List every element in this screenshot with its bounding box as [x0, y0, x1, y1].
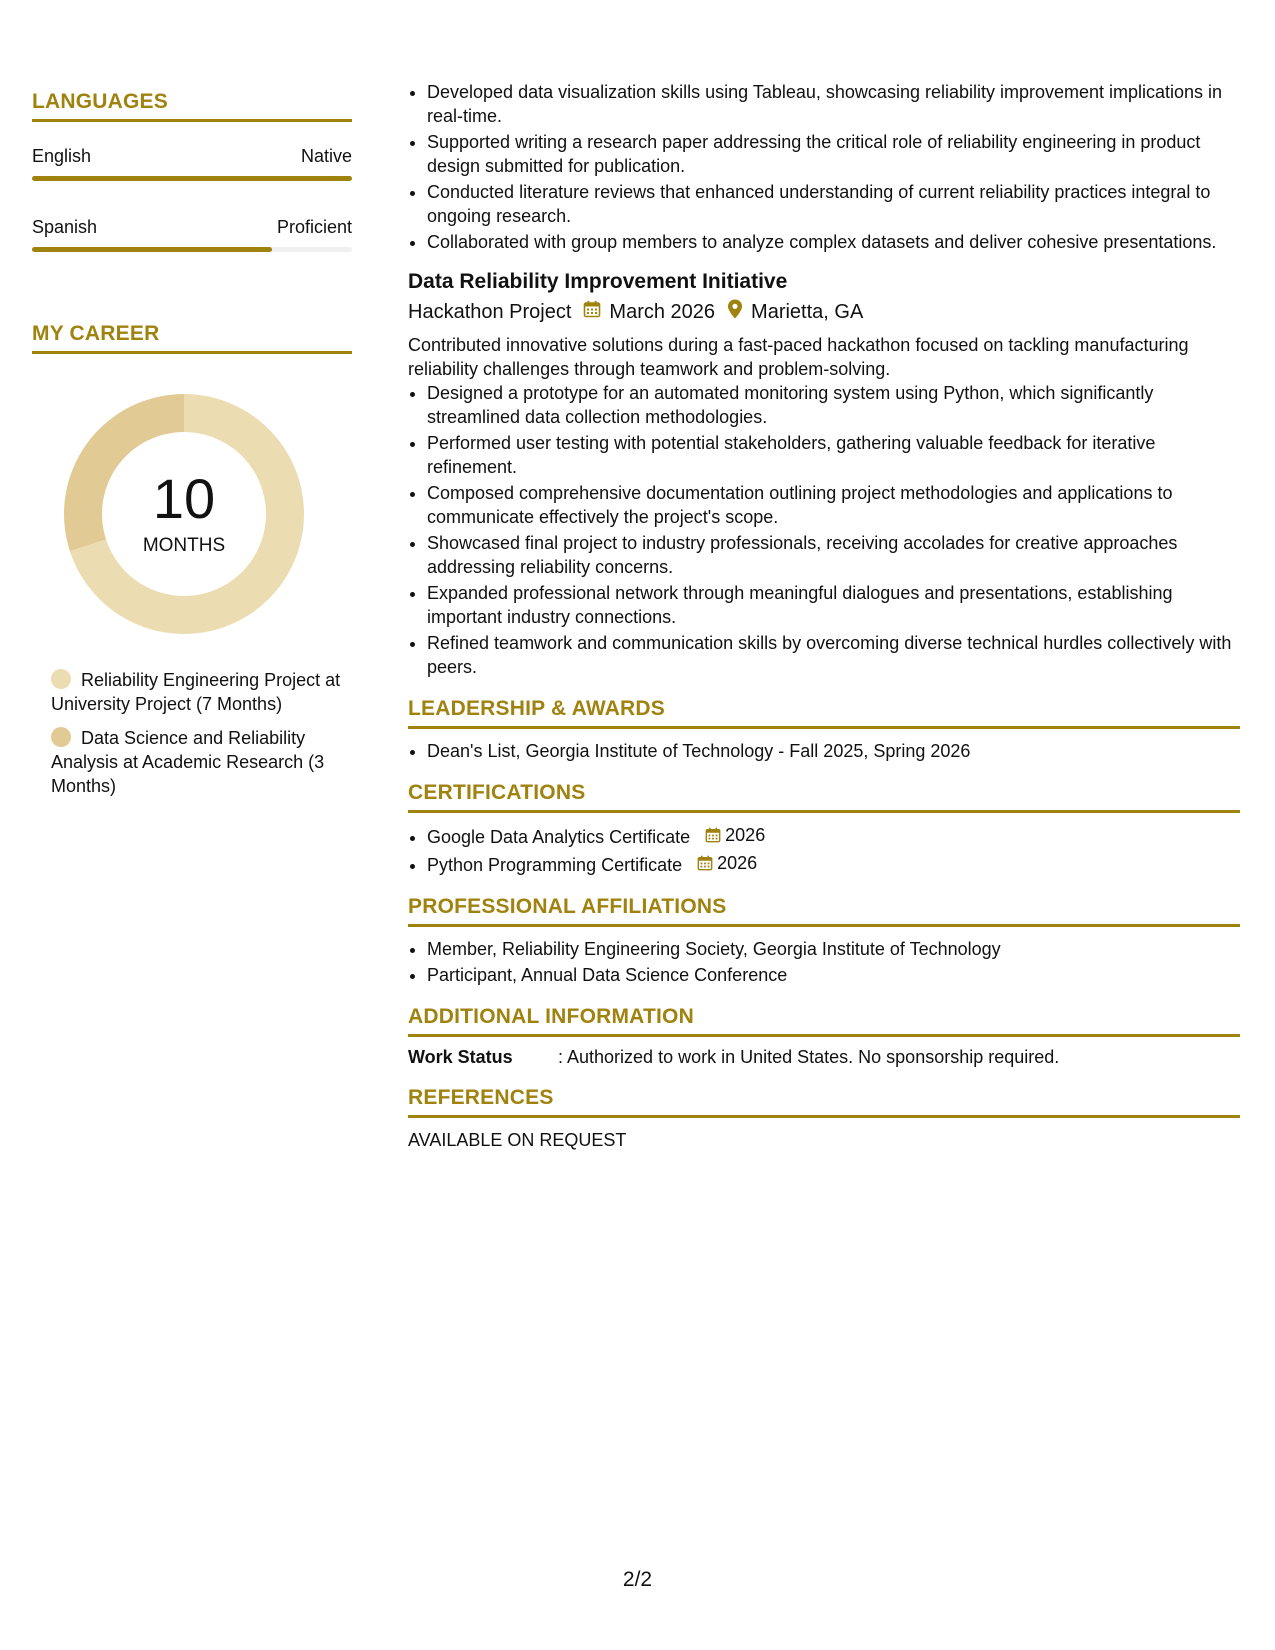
language-bar-fill — [32, 176, 352, 181]
left-column — [32, 90, 352, 808]
project-bullets — [408, 381, 1240, 679]
list-item: • Dean's List, Georgia Institute of Technology - Fall 2025, Spring 2026 — [427, 739, 1240, 763]
legend-label: Data Science and Reliability Analysis at Academic Research (3 Months) — [51, 728, 325, 796]
certifications-section — [408, 781, 1240, 877]
certificate-year: 2026 — [725, 825, 766, 845]
references-section — [408, 1086, 1240, 1151]
location-pin-icon — [727, 299, 743, 325]
list-item: • Designed a prototype for an automated monitoring system using Python, which significantly streamlined data collection methodologies. — [427, 381, 1240, 429]
project-entry — [408, 270, 1240, 679]
references-text: AVAILABLE ON REQUEST — [408, 1130, 627, 1150]
previous-experience-bullets — [408, 80, 1240, 254]
list-item: • Performed user testing with potential stakeholders, gathering valuable feedback for iterative refinement. — [427, 431, 1240, 479]
list-item: • Supported writing a research paper addressing the critical role of reliability engineering in product design submitted for publication. — [427, 130, 1240, 178]
work-status-value: : Authorized to work in United States. No sponsorship required. — [558, 1047, 1060, 1067]
work-status-label: Work Status — [408, 1047, 513, 1067]
list-item — [427, 823, 1240, 849]
list-item: • Member, Reliability Engineering Society, Georgia Institute of Technology — [427, 937, 1240, 961]
language-spanish — [32, 217, 352, 252]
list-item: • Participant, Annual Data Science Conference — [427, 963, 1240, 987]
list-item: • Showcased final project to industry professionals, receiving accolades for creative approaches addressing reliability concerns. — [427, 531, 1240, 579]
career-legend — [32, 668, 352, 798]
affiliations-list — [408, 937, 1240, 987]
certifications-list — [408, 823, 1240, 877]
right-column — [408, 80, 1240, 1151]
certificate-year-wrap — [697, 851, 757, 875]
leadership-section — [408, 697, 1240, 763]
calendar-icon — [697, 855, 713, 871]
project-date: March 2026 — [609, 300, 716, 323]
language-name: Spanish — [32, 217, 98, 237]
project-type: Hackathon Project — [408, 300, 572, 323]
legend-label: Reliability Engineering Project at University Project (7 Months) — [51, 670, 341, 714]
language-name: English — [32, 146, 92, 166]
project-meta — [408, 299, 1240, 325]
legend-item — [51, 668, 352, 716]
list-item: • Composed comprehensive documentation outlining project methodologies and applications to communicate effectively the project's scope. — [427, 481, 1240, 529]
project-location: Marietta, GA — [751, 300, 864, 323]
language-bar — [32, 247, 352, 252]
additional-info-section — [408, 1005, 1240, 1068]
additional-info-title: ADDITIONAL INFORMATION — [408, 1005, 1240, 1037]
career-donut-chart — [64, 394, 304, 634]
languages-section — [32, 90, 352, 252]
language-english — [32, 146, 352, 181]
certificate-name: Google Data Analytics Certificate — [427, 827, 691, 847]
work-status-row — [408, 1047, 1240, 1068]
certificate-name: Python Programming Certificate — [427, 855, 683, 875]
affiliations-title: PROFESSIONAL AFFILIATIONS — [408, 895, 1240, 927]
calendar-icon — [705, 827, 721, 843]
list-item: • Refined teamwork and communication skills by overcoming diverse technical hurdles collectively with peers. — [427, 631, 1240, 679]
calendar-icon — [583, 300, 601, 324]
certificate-year-wrap — [705, 823, 765, 847]
donut-total-unit: MONTHS — [142, 535, 226, 556]
list-item: • Developed data visualization skills using Tableau, showcasing reliability improvement implications in real-time. — [427, 80, 1240, 128]
list-item: • Expanded professional network through meaningful dialogues and presentations, establishing important industry connections. — [427, 581, 1240, 629]
languages-title: LANGUAGES — [32, 90, 352, 122]
project-title: Data Reliability Improvement Initiative — [408, 270, 788, 293]
certificate-year: 2026 — [717, 853, 758, 873]
leadership-title: LEADERSHIP & AWARDS — [408, 697, 1240, 729]
page-number: 2/2 — [622, 1568, 653, 1591]
certifications-title: CERTIFICATIONS — [408, 781, 1240, 813]
list-item — [427, 851, 1240, 877]
project-description: Contributed innovative solutions during a fast-paced hackathon focused on tackling manufacturing reliability challenges through teamwork and problem-solving. — [408, 335, 1189, 379]
legend-item — [51, 726, 352, 798]
language-bar-fill — [32, 247, 272, 252]
language-level: Native — [300, 146, 352, 166]
legend-dot — [51, 669, 71, 689]
language-level: Proficient — [276, 217, 352, 237]
affiliations-section — [408, 895, 1240, 987]
career-title: MY CAREER — [32, 322, 352, 354]
legend-dot — [51, 727, 71, 747]
career-section — [32, 322, 352, 798]
donut-total-value: 10 — [152, 467, 216, 530]
list-item: • Conducted literature reviews that enhanced understanding of current reliability practices integral to ongoing research. — [427, 180, 1240, 228]
references-title: REFERENCES — [408, 1086, 1240, 1118]
list-item: • Collaborated with group members to analyze complex datasets and deliver cohesive presentations. — [427, 230, 1240, 254]
language-bar — [32, 176, 352, 181]
leadership-list — [408, 739, 1240, 763]
